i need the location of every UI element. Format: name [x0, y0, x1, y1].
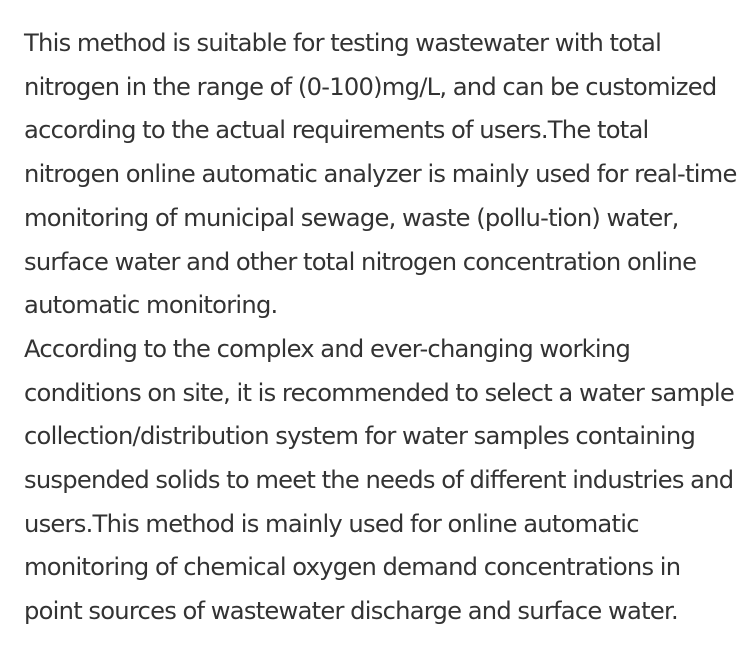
text-line: automatic monitoring.: [24, 291, 278, 320]
text-line: according to the actual requirements of users.The total: [24, 116, 649, 145]
document-body: [24, 22, 744, 634]
text-line: This method is suitable for testing wastewater with total: [24, 29, 662, 57]
text-line: point sources of wastewater discharge and surface water.: [24, 597, 678, 626]
text-line: nitrogen online automatic analyzer is mainly used for real-time: [24, 160, 737, 189]
text-line: nitrogen in the range of (0-100)mg/L, and can be customized: [24, 72, 717, 101]
text-line: collection/distribution system for water samples containing: [24, 422, 696, 451]
text-line: conditions on site, it is recommended to select a water sample: [24, 378, 734, 407]
paragraph-sampling-system: [24, 328, 744, 634]
text-line: According to the complex and ever-changing working: [24, 334, 631, 363]
text-line: suspended solids to meet the needs of different industries and: [24, 466, 734, 495]
text-line: monitoring of municipal sewage, waste (pollu-tion) water,: [24, 203, 679, 232]
text-line: surface water and other total nitrogen concentration online: [24, 247, 697, 276]
text-line: monitoring of chemical oxygen demand concentrations in: [24, 553, 681, 582]
text-line: users.This method is mainly used for online automatic: [24, 509, 639, 538]
paragraph-total-nitrogen: [24, 22, 744, 328]
